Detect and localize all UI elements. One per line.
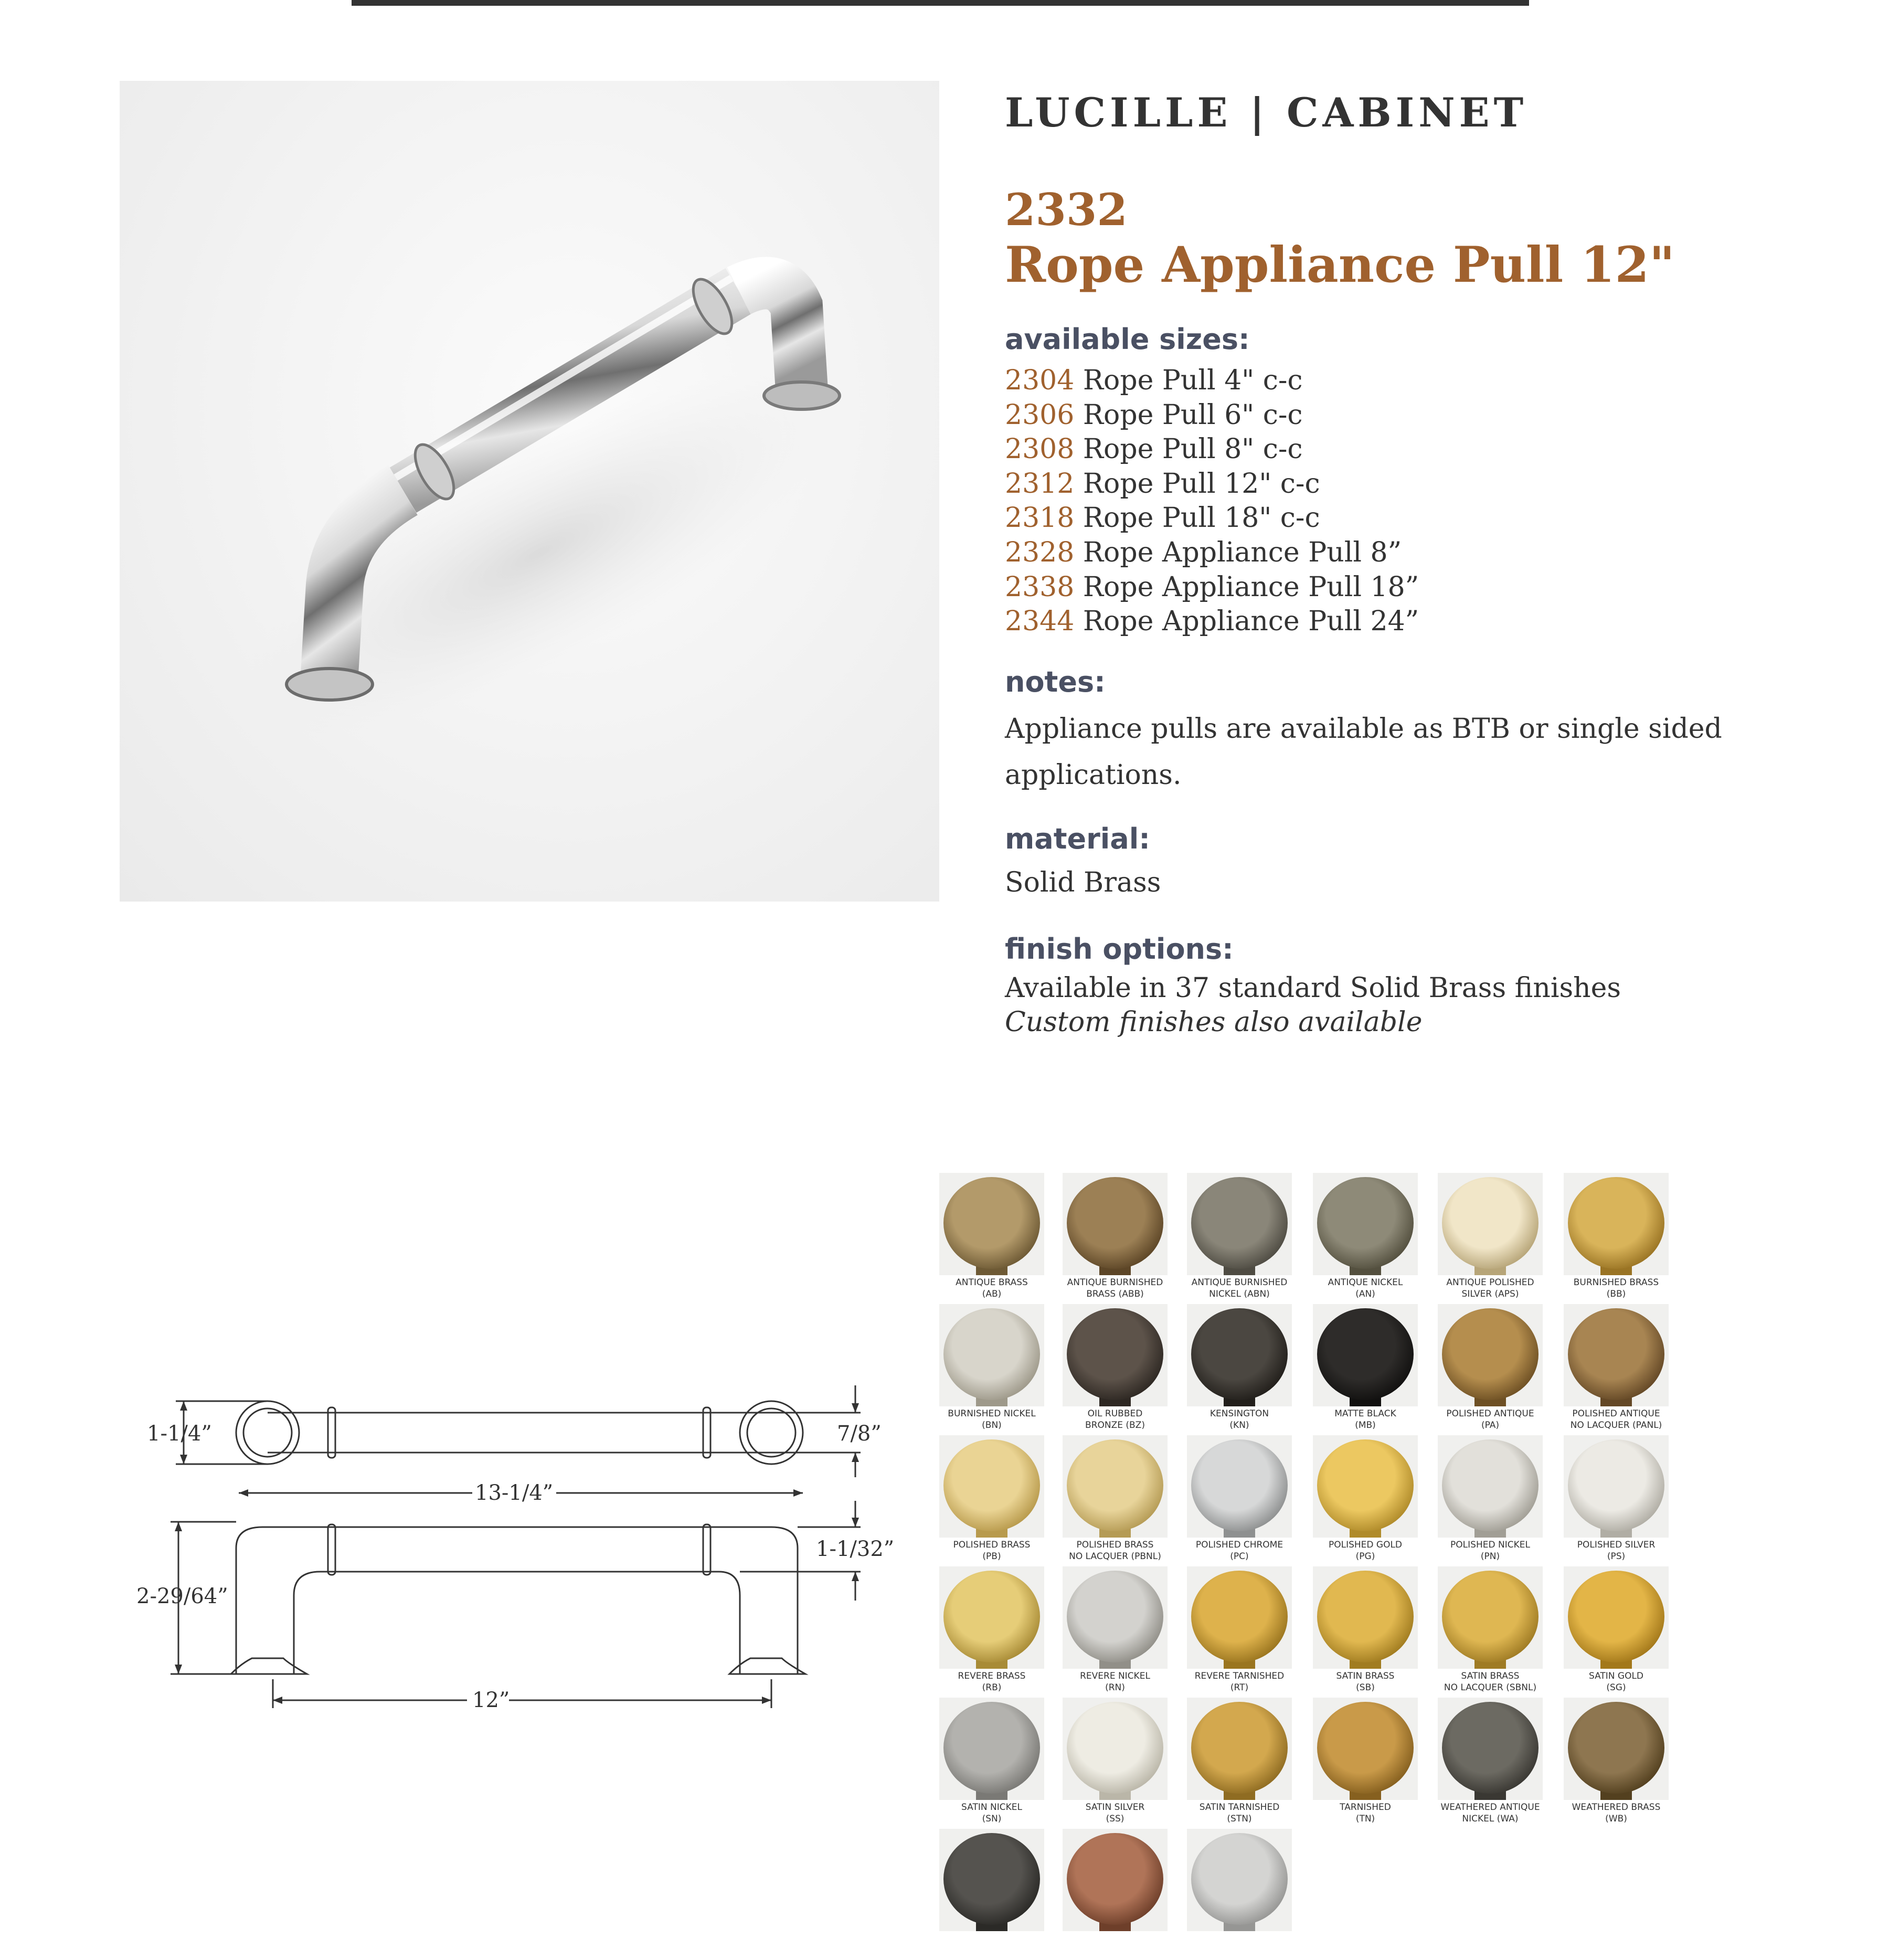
- finish-name: [1307, 1802, 1424, 1825]
- finish-name-line: POLISHED NICKEL: [1450, 1540, 1530, 1550]
- finish-name-line: SATIN SILVER: [1085, 1802, 1145, 1813]
- dim-projection: 2-29/64”: [136, 1584, 228, 1608]
- product-photo: [120, 81, 939, 902]
- finish-name: [1307, 1670, 1424, 1693]
- finish-name-line: REVERE BRASS: [958, 1671, 1026, 1681]
- finish-name-line: ANTIQUE POLISHED: [1446, 1277, 1534, 1288]
- finish-name-line: SATIN BRASS: [1336, 1671, 1395, 1681]
- finish-code-line: NO LACQUER (SBNL): [1444, 1682, 1537, 1693]
- finish-name-line: POLISHED BRASS: [1076, 1540, 1154, 1550]
- finish-name: [1431, 1277, 1549, 1300]
- finish-name-line: POLISHED ANTIQUE: [1572, 1408, 1660, 1419]
- knob-image-icon: [1564, 1698, 1669, 1800]
- finish-name-line: SATIN TARNISHED: [1199, 1802, 1280, 1813]
- knob-image-icon: [1187, 1304, 1292, 1406]
- finish-name-line: OIL RUBBED: [1087, 1408, 1143, 1419]
- knob-image-icon: [1063, 1173, 1168, 1275]
- finish-code-line: NO LACQUER (PBNL): [1069, 1551, 1161, 1562]
- finish-name-line: BURNISHED BRASS: [1573, 1277, 1659, 1288]
- finish-name-line: POLISHED BRASS: [953, 1540, 1031, 1550]
- finish-swatch[interactable]: [939, 1566, 1044, 1698]
- finish-swatch[interactable]: [939, 1698, 1044, 1829]
- knob-image-icon: [1063, 1829, 1168, 1931]
- finish-swatch[interactable]: [1063, 1566, 1168, 1698]
- top-rule: [352, 0, 1529, 6]
- finish-name-line: POLISHED GOLD: [1328, 1540, 1403, 1550]
- finish-code-line: (PS): [1607, 1551, 1626, 1562]
- dim-clearance: 1-1/32”: [816, 1537, 895, 1561]
- finish-swatch[interactable]: [1564, 1304, 1669, 1435]
- knob-image-icon: [1438, 1698, 1543, 1800]
- knob-image-icon: [1187, 1435, 1292, 1538]
- finish-name: [1181, 1802, 1298, 1825]
- finish-name: [1307, 1408, 1424, 1431]
- finish-swatch[interactable]: [1564, 1566, 1669, 1698]
- finish-name-line: POLISHED CHROME: [1195, 1540, 1283, 1550]
- dimension-drawing: [126, 1364, 913, 1732]
- knob-image-icon: [1313, 1435, 1418, 1538]
- list-item: [1005, 398, 1419, 433]
- size-code[interactable]: 2318: [1005, 502, 1075, 534]
- finish-swatch[interactable]: [1187, 1698, 1292, 1829]
- size-desc: Rope Pull 18" c-c: [1083, 502, 1320, 534]
- size-desc: Rope Pull 6" c-c: [1083, 399, 1303, 431]
- size-code[interactable]: 2328: [1005, 536, 1075, 568]
- knob-image-icon: [1187, 1566, 1292, 1669]
- finish-options-custom: Custom finishes also available: [1005, 1007, 1423, 1038]
- finish-code-line: (TN): [1355, 1814, 1375, 1824]
- knob-image-icon: [1313, 1173, 1418, 1275]
- finish-swatch[interactable]: [1438, 1304, 1543, 1435]
- list-item: [1005, 536, 1419, 570]
- knob-image-icon: [1438, 1173, 1543, 1275]
- dim-rod-diameter: 7/8”: [837, 1422, 882, 1446]
- finish-code-line: SILVER (APS): [1461, 1289, 1519, 1299]
- finish-name-line: REVERE NICKEL: [1080, 1671, 1150, 1681]
- knob-image-icon: [1313, 1698, 1418, 1800]
- finish-name: [1557, 1408, 1675, 1431]
- dim-overall-length: 13-1/4”: [475, 1481, 554, 1505]
- finish-swatch[interactable]: [1438, 1566, 1543, 1698]
- size-code[interactable]: 2304: [1005, 365, 1075, 396]
- finish-name: [1056, 1539, 1174, 1562]
- size-desc: Rope Appliance Pull 18”: [1083, 571, 1419, 603]
- list-item: [1005, 432, 1419, 467]
- sizes-list: [1005, 364, 1419, 639]
- notes-line: Appliance pulls are available as BTB or single sided: [1005, 713, 1722, 745]
- notes-line: applications.: [1005, 759, 1182, 791]
- list-item: [1005, 605, 1419, 639]
- knob-image-icon: [1564, 1435, 1669, 1538]
- size-desc: Rope Appliance Pull 24”: [1083, 606, 1419, 638]
- finish-name: [1056, 1802, 1174, 1825]
- finish-code-line: BRASS (ABB): [1086, 1289, 1144, 1299]
- finish-name: [1307, 1539, 1424, 1562]
- knob-image-icon: [1564, 1173, 1669, 1275]
- finish-name: [1557, 1539, 1675, 1562]
- sizes-label: available sizes:: [1005, 323, 1250, 356]
- finish-code-line: (STN): [1227, 1814, 1252, 1824]
- size-code[interactable]: 2338: [1005, 571, 1075, 603]
- finish-swatch[interactable]: [939, 1304, 1044, 1435]
- finish-swatch[interactable]: [939, 1829, 1044, 1960]
- finish-name: [1431, 1408, 1549, 1431]
- finish-code-line: NO LACQUER (PANL): [1570, 1420, 1662, 1431]
- knob-image-icon: [939, 1173, 1044, 1275]
- finish-name: [1431, 1670, 1549, 1693]
- finish-name-line: MATTE BLACK: [1334, 1408, 1396, 1419]
- finish-swatch[interactable]: [1564, 1435, 1669, 1566]
- size-desc: Rope Pull 12" c-c: [1083, 468, 1320, 500]
- finish-swatch[interactable]: [1063, 1698, 1168, 1829]
- finish-swatch[interactable]: [1313, 1566, 1418, 1698]
- top-view-end-left: [236, 1401, 299, 1464]
- finish-code-line: (SB): [1356, 1682, 1375, 1693]
- finish-swatch[interactable]: [1187, 1566, 1292, 1698]
- knob-image-icon: [1438, 1304, 1543, 1406]
- finish-code-line: (PC): [1230, 1551, 1249, 1562]
- finish-name: [933, 1670, 1051, 1693]
- size-code[interactable]: 2312: [1005, 468, 1075, 500]
- finish-swatch[interactable]: [1187, 1829, 1292, 1960]
- dim-height-top: 1-1/4”: [147, 1422, 212, 1446]
- finish-name-line: ANTIQUE NICKEL: [1328, 1277, 1403, 1288]
- finish-name-line: ANTIQUE BRASS: [956, 1277, 1028, 1288]
- finish-swatch[interactable]: [1438, 1173, 1543, 1304]
- finish-code-line: NICKEL (ABN): [1209, 1289, 1270, 1299]
- knob-image-icon: [1438, 1566, 1543, 1669]
- finish-code-line: (PA): [1481, 1420, 1500, 1431]
- cabinet-pull-photo-icon: [120, 81, 939, 902]
- finish-code-line: (SN): [982, 1814, 1002, 1824]
- finish-swatch[interactable]: [1313, 1435, 1418, 1566]
- finish-code-line: (BB): [1606, 1289, 1626, 1299]
- finish-name: [1431, 1802, 1549, 1825]
- finish-name: [933, 1408, 1051, 1431]
- finish-name: [1181, 1277, 1298, 1300]
- finish-name-line: SATIN GOLD: [1588, 1671, 1644, 1681]
- finish-name-line: SATIN NICKEL: [961, 1802, 1022, 1813]
- finish-name-line: POLISHED SILVER: [1577, 1540, 1656, 1550]
- finish-code-line: (AN): [1355, 1289, 1375, 1299]
- list-item: [1005, 570, 1419, 605]
- knob-image-icon: [939, 1304, 1044, 1406]
- list-item: [1005, 364, 1419, 398]
- size-desc: Rope Pull 8" c-c: [1083, 433, 1303, 465]
- knob-image-icon: [1063, 1566, 1168, 1669]
- finish-code-line: (RB): [982, 1682, 1002, 1693]
- finish-swatch[interactable]: [1187, 1173, 1292, 1304]
- finish-swatch[interactable]: [1063, 1435, 1168, 1566]
- knob-image-icon: [939, 1566, 1044, 1669]
- brand-title: LUCILLE | CABINET: [1005, 89, 1528, 136]
- finish-name: [933, 1539, 1051, 1562]
- knob-image-icon: [1187, 1173, 1292, 1275]
- notes-label: notes:: [1005, 665, 1106, 698]
- finish-swatch[interactable]: [1438, 1435, 1543, 1566]
- finish-code-line: (SG): [1606, 1682, 1626, 1693]
- knob-image-icon: [939, 1435, 1044, 1538]
- product-name: Rope Appliance Pull 12": [1005, 236, 1675, 294]
- finish-options-text: Available in 37 standard Solid Brass finishes: [1005, 972, 1621, 1004]
- size-code[interactable]: 2306: [1005, 399, 1075, 431]
- knob-image-icon: [1063, 1698, 1168, 1800]
- finish-name-line: REVERE TARNISHED: [1194, 1671, 1285, 1681]
- size-desc: Rope Pull 4" c-c: [1083, 365, 1303, 396]
- finish-code-line: (RN): [1105, 1682, 1125, 1693]
- list-item: [1005, 467, 1419, 502]
- finish-code-line: (PN): [1480, 1551, 1500, 1562]
- size-desc: Rope Appliance Pull 8”: [1083, 536, 1402, 568]
- finish-name: [1431, 1539, 1549, 1562]
- finish-code-line: (MB): [1355, 1420, 1376, 1431]
- finish-name: [1056, 1408, 1174, 1431]
- finish-name-line: KENSINGTON: [1209, 1408, 1269, 1419]
- knob-image-icon: [1187, 1698, 1292, 1800]
- dim-center-to-center: 12”: [472, 1688, 510, 1712]
- finish-name-line: ANTIQUE BURNISHED: [1191, 1277, 1288, 1288]
- finish-swatch[interactable]: [1063, 1304, 1168, 1435]
- finish-swatch[interactable]: [1313, 1304, 1418, 1435]
- finish-swatch[interactable]: [1313, 1173, 1418, 1304]
- finish-swatch[interactable]: [1564, 1173, 1669, 1304]
- finish-swatch[interactable]: [1438, 1698, 1543, 1829]
- knob-image-icon: [1564, 1304, 1669, 1406]
- finish-swatch[interactable]: [1564, 1698, 1669, 1829]
- finish-name-line: ANTIQUE BURNISHED: [1067, 1277, 1163, 1288]
- finish-swatch[interactable]: [1063, 1173, 1168, 1304]
- finish-swatch[interactable]: [1063, 1829, 1168, 1960]
- finish-code-line: (PG): [1355, 1551, 1375, 1562]
- finish-name: [1557, 1670, 1675, 1693]
- finish-name: [1056, 1670, 1174, 1693]
- finish-code-line: BRONZE (BZ): [1085, 1420, 1145, 1431]
- finish-name: [1557, 1277, 1675, 1300]
- finish-code-line: NICKEL (WA): [1462, 1814, 1519, 1824]
- knob-image-icon: [1063, 1304, 1168, 1406]
- knob-image-icon: [1313, 1566, 1418, 1669]
- product-sku: 2332: [1005, 184, 1128, 236]
- knob-image-icon: [1187, 1829, 1292, 1931]
- finish-code-line: (KN): [1229, 1420, 1249, 1431]
- material-label: material:: [1005, 822, 1150, 855]
- finish-swatch[interactable]: [939, 1435, 1044, 1566]
- finish-swatch[interactable]: [1187, 1304, 1292, 1435]
- finish-name: [1181, 1539, 1298, 1562]
- finish-name-line: WEATHERED BRASS: [1572, 1802, 1661, 1813]
- finish-code-line: (WB): [1605, 1814, 1627, 1824]
- size-code[interactable]: 2344: [1005, 606, 1075, 638]
- finish-code-line: (PB): [982, 1551, 1001, 1562]
- finish-code-line: (RT): [1230, 1682, 1249, 1693]
- knob-image-icon: [939, 1698, 1044, 1800]
- size-code[interactable]: 2308: [1005, 433, 1075, 465]
- finish-swatch[interactable]: [1313, 1698, 1418, 1829]
- finish-name: [933, 1277, 1051, 1300]
- knob-image-icon: [939, 1829, 1044, 1931]
- knob-image-icon: [1564, 1566, 1669, 1669]
- top-view-end-right: [740, 1401, 803, 1464]
- finish-options-label: finish options:: [1005, 933, 1234, 966]
- finish-name-line: POLISHED ANTIQUE: [1446, 1408, 1534, 1419]
- finish-name: [1557, 1802, 1675, 1825]
- knob-image-icon: [1313, 1304, 1418, 1406]
- list-item: [1005, 501, 1419, 536]
- material-value: Solid Brass: [1005, 867, 1161, 898]
- finish-name-line: BURNISHED NICKEL: [948, 1408, 1036, 1419]
- finish-code-line: (SS): [1106, 1814, 1124, 1824]
- finish-name: [933, 1802, 1051, 1825]
- knob-image-icon: [1438, 1435, 1543, 1538]
- finish-swatch[interactable]: [1187, 1435, 1292, 1566]
- knob-image-icon: [1063, 1435, 1168, 1538]
- finish-name: [1307, 1277, 1424, 1300]
- finish-code-line: (AB): [982, 1289, 1002, 1299]
- finish-name-line: TARNISHED: [1340, 1802, 1391, 1813]
- finish-code-line: (BN): [982, 1420, 1002, 1431]
- finish-name: [1181, 1670, 1298, 1693]
- finish-name: [1056, 1277, 1174, 1300]
- notes-text: [1005, 706, 1722, 798]
- finish-name-line: WEATHERED ANTIQUE: [1440, 1802, 1540, 1813]
- finish-swatch[interactable]: [939, 1173, 1044, 1304]
- finish-name: [1181, 1408, 1298, 1431]
- finish-name-line: SATIN BRASS: [1461, 1671, 1520, 1681]
